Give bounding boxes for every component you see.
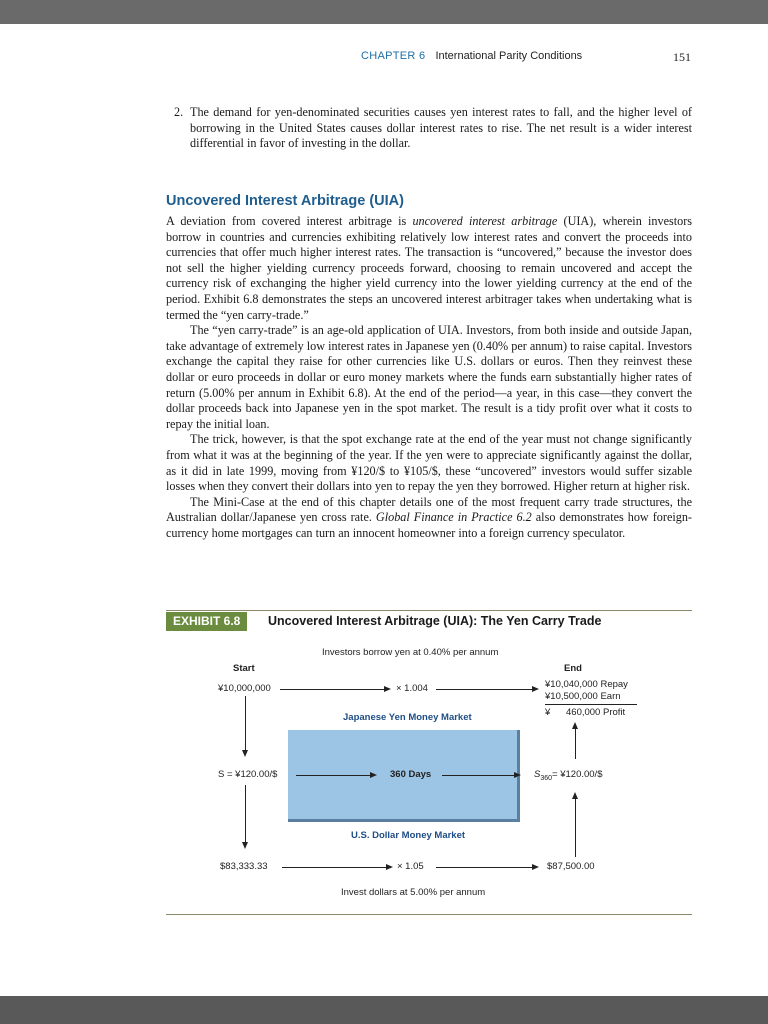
spot-rate-end <box>534 769 602 782</box>
spot-subscript: 360 <box>540 774 553 782</box>
p4-text-a: The Mini-Case at the end of this chapter details one of the most frequent carry trade structures, the Australian dollar/Japanese yen cross rate. <box>166 494 692 525</box>
earn-amount: ¥10,500,000 Earn <box>545 691 621 702</box>
days-arrow-2-head <box>514 772 521 778</box>
profit-symbol: ¥ <box>545 707 551 718</box>
up-arrow-2 <box>575 799 576 857</box>
usd-end-amount: $87,500.00 <box>547 861 595 872</box>
invest-note: Invest dollars at 5.00% per annum <box>341 887 486 898</box>
yen-arrow-2 <box>436 689 532 690</box>
viewer-bottom-bar <box>0 996 768 1024</box>
p1-emphasis: uncovered interest arbitrage <box>412 214 558 228</box>
p4-text-b: also demonstrates how foreign-currency home mortgages can turn an innocent homeowner into a foreign currency speculator. <box>166 510 692 540</box>
exhibit-bottom-rule <box>166 914 692 915</box>
exhibit-top-rule <box>166 610 692 611</box>
down-arrow-2 <box>245 785 246 842</box>
list-item <box>166 105 692 152</box>
paragraph-2: The “yen carry-trade” is an age-old application of UIA. Investors, from both inside and outside Japan, take advantage of extremely low interest rates in Japanese yen (0.40% per annum) to raise capital. Investors exchange the capital they raise for other currencies like U.S. dollars or euros. Then they reinvest these dollar or euro proceeds in dollar or euro money markets where the funds earn substantially higher rates of return (5.00% per annum in Exhibit 6.8). At the end of the period—a year, in this case—they convert the dollar proceeds back into Japanese yen in the spot market. The result is a tidy profit over what it costs to repay the initial loan. <box>166 323 692 431</box>
spot-rate-start: S = ¥120.00/$ <box>218 769 278 780</box>
p1-text-a: A deviation from covered interest arbitrage is <box>166 214 413 228</box>
borrow-note: Investors borrow yen at 0.40% per annum <box>322 647 499 658</box>
exhibit-tag: EXHIBIT 6.8 <box>166 612 247 631</box>
start-yen-amount: ¥10,000,000 <box>218 683 271 694</box>
up-arrow-1 <box>575 729 576 759</box>
usd-arrow-1-head <box>386 864 393 870</box>
up-arrow-1-head <box>572 722 578 729</box>
page-number: 151 <box>673 50 691 64</box>
down-arrow-1-head <box>242 750 248 757</box>
paragraph-4 <box>166 495 692 542</box>
exhibit-title: Uncovered Interest Arbitrage (UIA): The Yen Carry Trade <box>268 614 602 628</box>
paragraph-1 <box>166 214 692 323</box>
p4-emphasis: Global Finance in Practice 6.2 <box>375 510 532 525</box>
section-body <box>166 214 692 541</box>
usd-multiplier: × 1.05 <box>397 861 424 872</box>
spot-end-value: = ¥120.00/$ <box>552 769 603 780</box>
yen-multiplier: × 1.004 <box>396 683 428 694</box>
viewer-top-bar <box>0 0 768 24</box>
spot-symbol: S <box>534 769 541 780</box>
up-arrow-2-head <box>572 792 578 799</box>
sum-rule <box>545 704 637 705</box>
days-arrow-1 <box>296 775 370 776</box>
list-number: 2. <box>174 105 184 119</box>
usd-start-amount: $83,333.33 <box>220 861 268 872</box>
p1-text-b: (UIA), wherein investors borrow in countries and currencies exhibiting relatively low interest rates and convert the proceeds into currencies that offer much higher interest rates. The transaction is “uncovered,” because the investor does not sell the higher yielding currency proceeds forward, choosing to remain uncovered and accept the currency risk of exchanging the higher yield currency into the lower yielding currency at the end of the period. Exhibit 6.8 demonstrates the steps an uncovered interest arbitrager takes when undertaking what is termed the “yen carry-trade.” <box>166 214 692 322</box>
yen-market-label: Japanese Yen Money Market <box>343 712 472 723</box>
usd-arrow-2-head <box>532 864 539 870</box>
usd-market-label: U.S. Dollar Money Market <box>351 830 466 841</box>
usd-arrow-2 <box>436 867 532 868</box>
running-header <box>361 50 691 62</box>
start-label: Start <box>233 663 255 674</box>
usd-arrow-1 <box>282 867 386 868</box>
yen-arrow-2-head <box>532 686 539 692</box>
yen-arrow-1-head <box>384 686 391 692</box>
paragraph-3: The trick, however, is that the spot exchange rate at the end of the year must not change significantly from what it was at the beginning of the year. If the yen were to appreciate significantly against the dollar, as it did in late 1999, moving from ¥120/$ to ¥105/$, these “uncovered” investors would suffer sizable losses when they convert their dollars into yen to repay the yen they borrowed. Higher return at higher risk. <box>166 432 692 494</box>
down-arrow-2-head <box>242 842 248 849</box>
days-arrow-2 <box>442 775 514 776</box>
end-label: End <box>564 663 582 674</box>
profit-amount: 460,000 Profit <box>566 707 626 718</box>
down-arrow-1 <box>245 696 246 750</box>
chapter-title: International Parity Conditions <box>435 50 583 62</box>
repay-amount: ¥10,040,000 Repay <box>545 679 628 690</box>
chapter-label: CHAPTER 6 <box>361 50 426 62</box>
days-arrow-1-head <box>370 772 377 778</box>
section-heading: Uncovered Interest Arbitrage (UIA) <box>166 193 404 209</box>
list-text: The demand for yen-denominated securities causes yen interest rates to fall, and the higher level of borrowing in the United States causes dollar interest rates to rise. The net result is a wider interest differential in favor of investing in the dollar. <box>190 105 692 151</box>
days-label: 360 Days <box>390 769 432 780</box>
yen-arrow-1 <box>280 689 384 690</box>
